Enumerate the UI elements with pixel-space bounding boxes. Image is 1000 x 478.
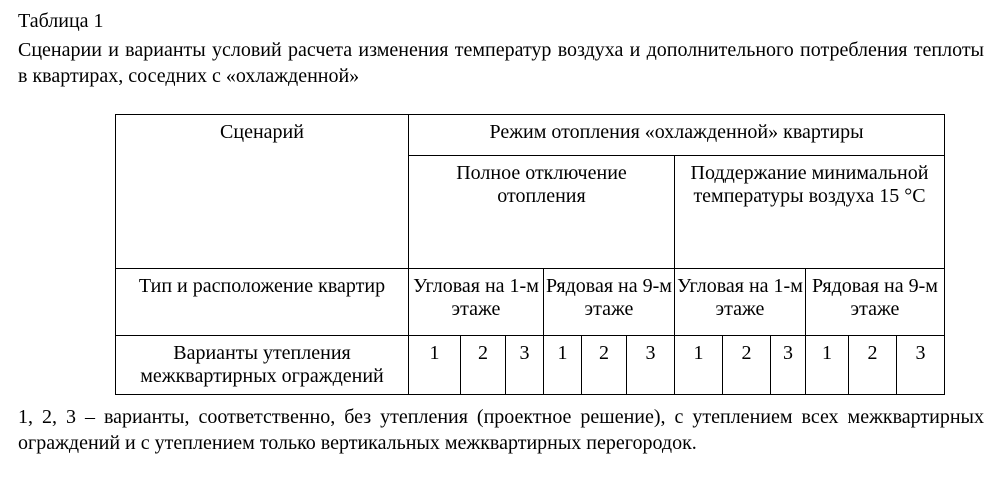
table-label: Таблица 1 xyxy=(18,10,104,32)
apartment-type-label-cell: Тип и расположение квартир xyxy=(116,269,409,336)
variant-cell: 1 xyxy=(544,336,582,395)
heating-mode-header-cell: Режим отопления «охлажденной» квартиры xyxy=(409,115,945,156)
variant-cell: 3 xyxy=(627,336,675,395)
variant-cell: 1 xyxy=(409,336,461,395)
scenario-header-cell: Сценарий xyxy=(116,115,409,269)
mode-min-temp-cell: Поддержание минимальной температуры воздуха 15 °С xyxy=(675,156,945,269)
insulation-variants-label-cell: Варианты утепления межквартирных ограждений xyxy=(116,336,409,395)
variant-cell: 3 xyxy=(771,336,806,395)
variant-cell: 2 xyxy=(849,336,897,395)
table-footnote: 1, 2, 3 – варианты, соответственно, без утепления (проектное решение), с утеплением всех межквартирных ограждений и с утеплением только вертикальных межквартирных перегородок. xyxy=(18,406,984,454)
variant-cell: 3 xyxy=(897,336,945,395)
variant-cell: 3 xyxy=(506,336,544,395)
table-title: Сценарии и варианты условий расчета изменения температур воздуха и дополнительного потребления теплоты в квартирах, соседних с «охлажденной» xyxy=(18,39,984,87)
variant-cell: 1 xyxy=(806,336,849,395)
corner-1st-floor-cell-b: Угловая на 1-м этаже xyxy=(675,269,806,336)
variant-cell: 1 xyxy=(675,336,723,395)
variant-cell: 2 xyxy=(461,336,506,395)
variant-cell: 2 xyxy=(582,336,627,395)
scenarios-table xyxy=(115,114,945,395)
mode-full-off-cell: Полное отключение отопления xyxy=(409,156,675,269)
row-9th-floor-cell-b: Рядовая на 9-м этаже xyxy=(806,269,945,336)
row-9th-floor-cell: Рядовая на 9-м этаже xyxy=(544,269,675,336)
corner-1st-floor-cell: Угловая на 1-м этаже xyxy=(409,269,544,336)
variant-cell: 2 xyxy=(723,336,771,395)
